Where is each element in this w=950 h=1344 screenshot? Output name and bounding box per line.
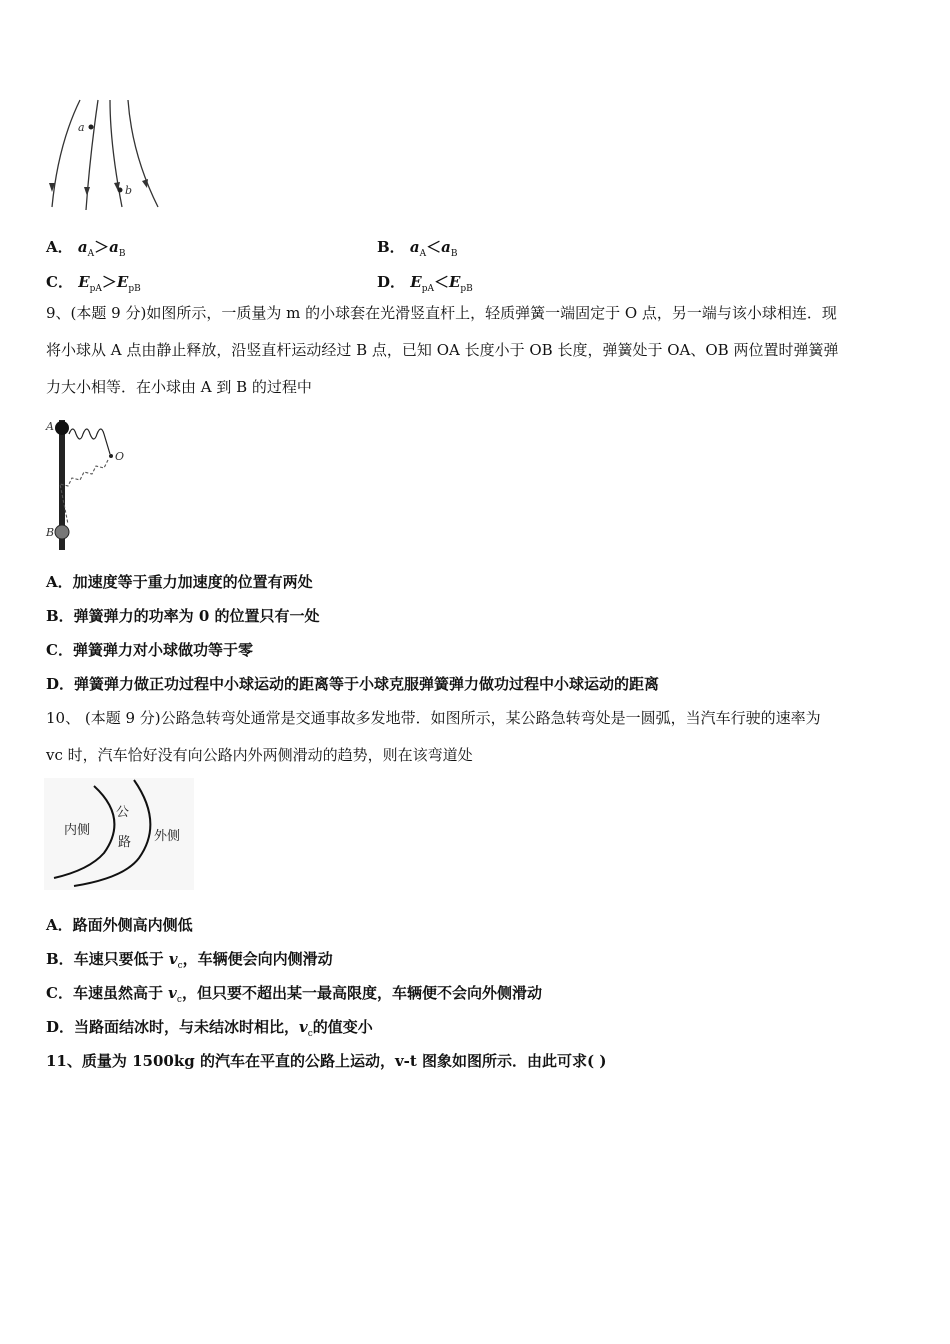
label-outer-side: 外侧 xyxy=(154,829,181,844)
q9-stem xyxy=(46,295,908,406)
arrow-head-4 xyxy=(142,179,148,188)
ball-at-a xyxy=(55,421,69,435)
label-a: A xyxy=(46,420,54,433)
q10-option-a: A．路面外侧高内侧低 xyxy=(46,916,193,934)
label-b: B xyxy=(46,526,55,539)
field-lines-figure xyxy=(40,95,170,220)
road-curve-figure xyxy=(44,778,194,890)
fixed-point-o xyxy=(109,454,113,458)
q9-option-b: B．弹簧弹力的功率为 0 的位置只有一处 xyxy=(46,607,320,625)
ball-at-b xyxy=(55,525,69,539)
point-a-dot xyxy=(89,125,94,130)
point-a-label: a xyxy=(78,121,85,134)
spring-rod-figure xyxy=(40,412,140,557)
q9-option-a: A．加速度等于重力加速度的位置有两处 xyxy=(46,573,313,591)
q8-option-c: C． $E_{pA}>E_{pB}$ xyxy=(46,273,141,294)
point-b-label: b xyxy=(125,184,133,197)
q9-option-c: C．弹簧弹力对小球做功等于零 xyxy=(46,641,253,659)
field-line-4 xyxy=(128,100,158,207)
q10-option-d: D．当路面结冰时，与未结冰时相比，$v_c$的值变小 xyxy=(46,1018,373,1039)
q9-stem-line-1: 9、(本题 9 分)如图所示，一质量为 m 的小球套在光滑竖直杆上，轻质弹簧一端固定于 O 点，另一端与该小球相连．现 xyxy=(46,304,837,322)
q9-option-d: D．弹簧弹力做正功过程中小球运动的距离等于小球克服弹簧弹力做功过程中小球运动的距离 xyxy=(46,675,660,693)
label-inner-side: 内侧 xyxy=(64,823,91,838)
q10-option-b: B．车速只要低于 $v_c$，车辆便会向内侧滑动 xyxy=(46,950,333,971)
spring-oa xyxy=(69,429,110,454)
label-o: O xyxy=(115,450,125,463)
label-road-2: 路 xyxy=(118,835,132,850)
q10-stem-line-1: 10、 (本题 9 分)公路急转弯处通常是交通事故多发地带．如图所示，某公路急转弯处是一圆弧，当汽车行驶的速率为 xyxy=(46,709,821,727)
point-b-dot xyxy=(118,188,123,193)
arrow-head-2 xyxy=(84,187,90,196)
q8-option-b: B． $a_A<a_B$ xyxy=(377,238,458,259)
q9-stem-line-3: 力大小相等．在小球由 A 到 B 的过程中 xyxy=(46,378,312,396)
q9-stem-line-2: 将小球从 A 点由静止释放，沿竖直杆运动经过 B 点，已知 OA 长度小于 OB 长度，弹簧处于 OA、OB 两位置时弹簧弹 xyxy=(46,341,839,359)
q10-stem xyxy=(46,700,908,774)
field-line-1 xyxy=(52,100,80,207)
spring-ob xyxy=(60,460,108,524)
q11-stem: 11、质量为 1500kg 的汽车在平直的公路上运动，v-t 图象如图所示．由此可求( ) xyxy=(46,1052,607,1070)
q10-stem-line-2: vc 时，汽车恰好没有向公路内外两侧滑动的趋势，则在该弯道处 xyxy=(46,746,473,764)
label-road-1: 公 xyxy=(116,805,130,820)
q10-option-c: C．车速虽然高于 $v_c$，但只要不超出某一最高限度，车辆便不会向外侧滑动 xyxy=(46,984,542,1005)
q8-option-d: D． $E_{pA}<E_{pB}$ xyxy=(377,273,473,294)
q8-option-a: A． $a_A>a_B$ xyxy=(46,238,126,259)
